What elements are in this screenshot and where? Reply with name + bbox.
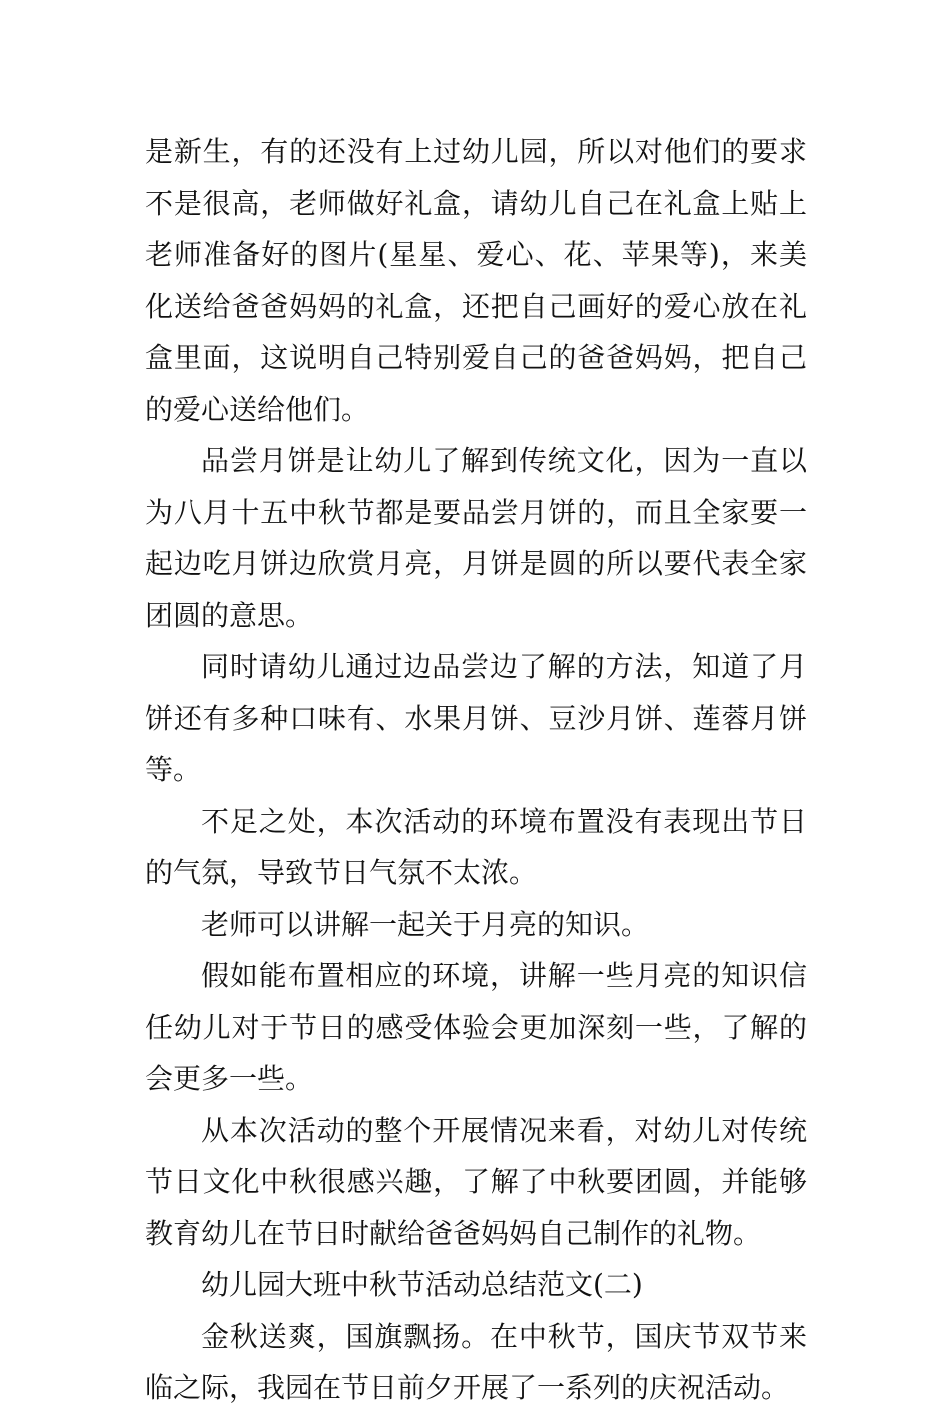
paragraph-shortcomings: 不足之处，本次活动的环境布置没有表现出节日的气氛，导致节日气氛不太浓。 [145,804,807,889]
paragraph-mooncake-flavors: 同时请幼儿通过边品尝边了解的方法，知道了月饼还有多种口味有、水果月饼、豆沙月饼、莲蓉月饼等。 [145,650,807,786]
paragraph-overall: 从本次活动的整个开展情况来看，对幼儿对传统节日文化中秋很感兴趣，了解了中秋要团圆，并能够教育幼儿在节日时献给爸爸妈妈自己制作的礼物。 [145,1113,807,1250]
document-body [145,126,807,1414]
paragraph-improvement: 假如能布置相应的环境，讲解一些月亮的知识信任幼儿对于节日的感受体验会更加深刻一些，了解的会更多一些。 [145,959,807,1095]
paragraph-moon-knowledge: 老师可以讲解一起关于月亮的知识。 [201,907,650,941]
paragraph-mooncake-tasting: 品尝月饼是让幼儿了解到传统文化，因为一直以为八月十五中秋节都是要品尝月饼的，而且全家要一起边吃月饼边欣赏月亮，月饼是圆的所以要代表全家团圆的意思。 [145,444,807,632]
paragraph-continued: 是新生，有的还没有上过幼儿园，所以对他们的要求不是很高，老师做好礼盒，请幼儿自己在礼盒上贴上老师准备好的图片(星星、爱心、花、苹果等)，来美化送给爸爸妈妈的礼盒，还把自己画好的爱心放在礼盒里面，这说明自己特别爱自己的爸爸妈妈，把自己的爱心送给他们。 [145,135,807,426]
section-heading: 幼儿园大班中秋节活动总结范文(二) [201,1268,643,1301]
paragraph-intro-second: 金秋送爽，国旗飘扬。在中秋节，国庆节双节来临之际，我园在节日前夕开展了一系列的庆祝活动。 [145,1319,807,1404]
